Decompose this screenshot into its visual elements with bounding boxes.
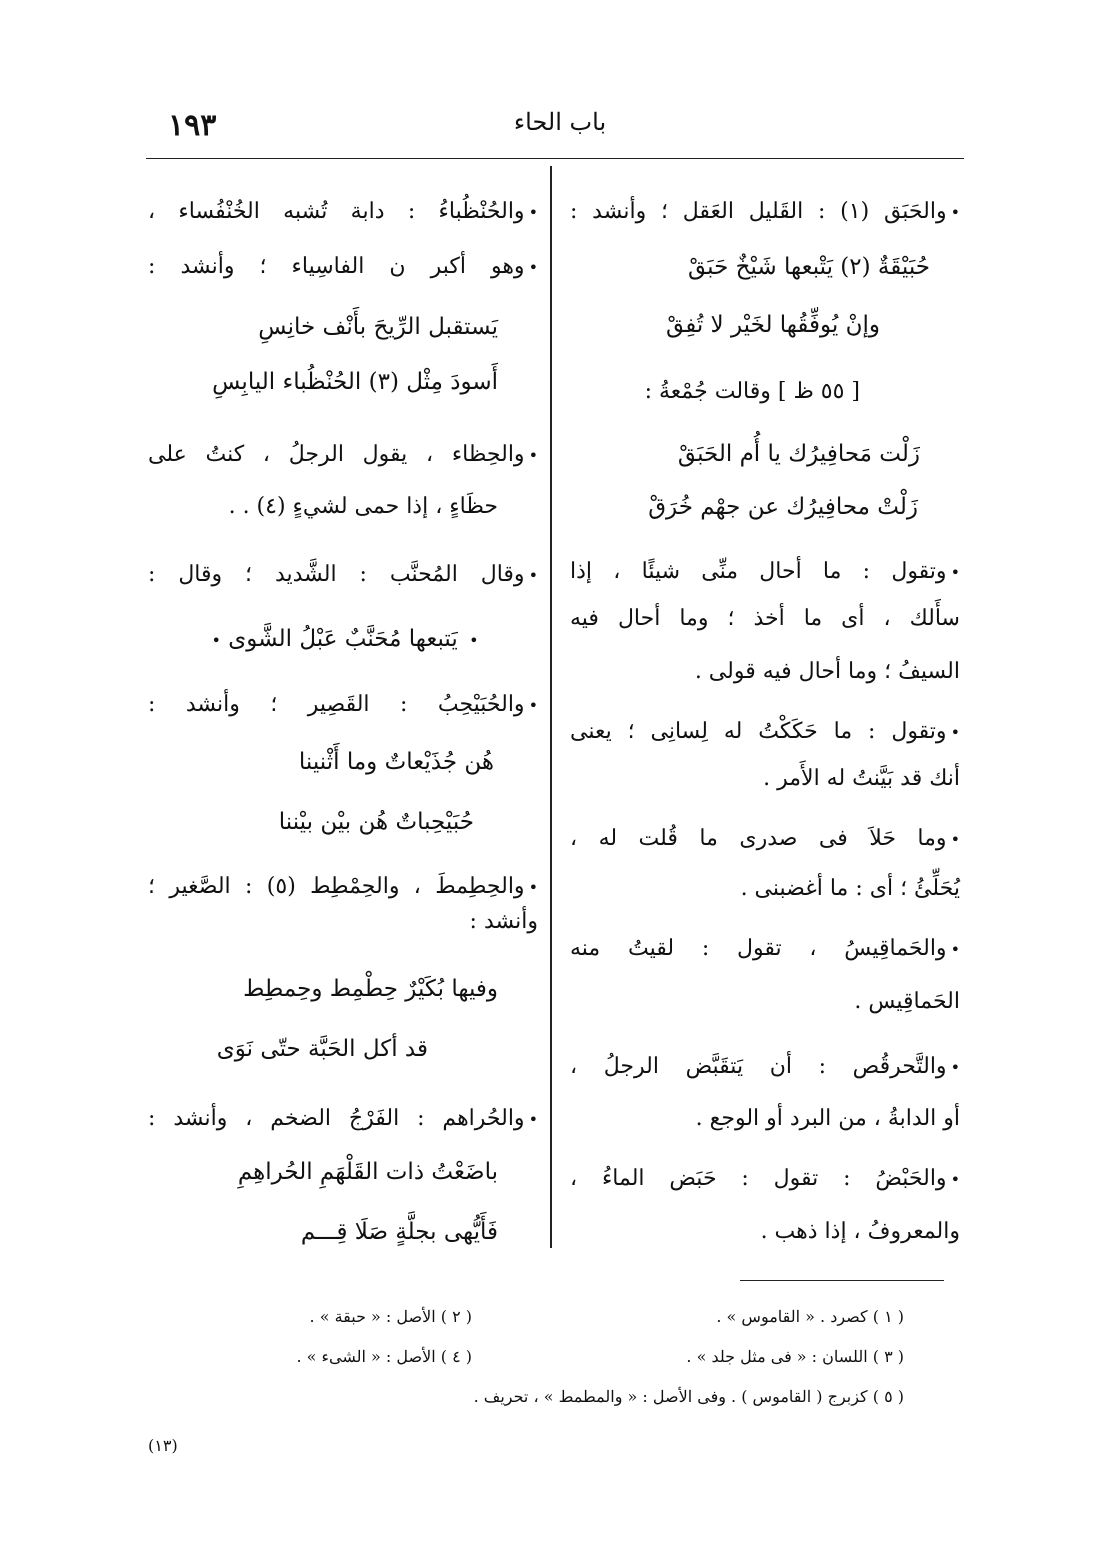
entry-line [570, 1152, 960, 1206]
line-text: والحَبَق (١) : القَليل العَقل ؛ وأنشد : [570, 199, 947, 224]
verse-line [148, 355, 538, 409]
verse-line [570, 480, 960, 534]
entry-bullet: • [950, 830, 960, 849]
entry-line [570, 812, 960, 866]
line-text: هُن جُذَيْعاتٌ وما أَثْنينا [298, 749, 494, 775]
line-text: يَتبعها مُحَنَّبٌ عَبْلُ الشَّوى [228, 626, 458, 652]
footnote-2: ( ٢ ) الأصل : « حبقة » . [309, 1307, 472, 1326]
line-text: والحُراهم : الفَرْجُ الضخم ، وأنشد : [148, 1106, 525, 1131]
verse-line [570, 240, 960, 294]
entry-bullet: • [528, 566, 538, 585]
footnote-rule [740, 1280, 944, 1281]
line-text: أَسودَ مِثْل (٣) الحُنْظُباء اليابِسِ [212, 369, 498, 395]
line-text: سأَلك ، أى ما أخذ ؛ وما أحال فيه [570, 606, 960, 631]
line-text: فَأَيُّهى بجلَّةٍ صَلَا قِـــم [300, 1219, 498, 1245]
line-text: أنك قد بَيَّنتُ له الأَمر . [763, 766, 960, 791]
entry-line [570, 1040, 960, 1094]
entry-bullet: • [528, 696, 538, 715]
line-text: وما حَلاَ فى صدرى ما قُلت له ، [570, 826, 947, 851]
running-title: باب الحاء [513, 108, 607, 136]
line-text: والحُبَيْحِبُ : القَصِير ؛ وأنشد : [148, 692, 525, 717]
entry-bullet: • [950, 1058, 960, 1077]
entry-bullet: • [469, 631, 479, 650]
line-text: حظَاءٍ ، إذا حمى لشيءٍ (٤) . . [228, 494, 498, 519]
line-text: والحُنْظُباءُ : دابة تُشبه الخُنْفُساء ، [148, 199, 525, 224]
line-text: وإنْ يُوفِّقُها لخَيْر لا تُفِقْ [666, 312, 880, 338]
text-line [148, 900, 538, 944]
line-text: وهو أكبر ن الفاسِياء ؛ وأنشد : [148, 254, 525, 279]
line-text: والمعروفُ ، إذا ذهب . [760, 1219, 960, 1244]
entry-line [148, 1092, 538, 1146]
line-text: يَستقبل الرِّيحَ بأَنْف خانِسِ [258, 314, 498, 340]
entry-bullet: • [528, 203, 538, 222]
footnote-1: ( ١ ) كصرد . « القاموس » . [716, 1307, 904, 1326]
entry-bullet: • [528, 1110, 538, 1129]
verse-line [148, 1022, 538, 1076]
verse-line [570, 427, 960, 481]
text-line [570, 975, 960, 1029]
verse-line [148, 300, 538, 354]
verse-line [148, 612, 538, 666]
line-text: زَلْت مَحافِيرُك يا أُم الحَبَقْ [677, 441, 920, 467]
line-text: وتقول : ما حَكَكْتُ له لِسانِى ؛ يعنى [570, 719, 947, 744]
line-text: وقال المُحنَّب : الشَّديد ؛ وقال : [148, 562, 525, 587]
header-rule [146, 158, 964, 159]
verse-line [148, 735, 538, 789]
entry-line [570, 922, 960, 976]
line-text: الحَماقِيس . [854, 989, 960, 1014]
line-text: وتقول : ما أحال منِّى شيئًا ، إذا [570, 559, 947, 584]
footnote-5: ( ٥ ) كزبرج ( القاموس ) . وفى الأصل : « والمطمط » ، تحريف . [473, 1387, 904, 1406]
page-number: ١٩٣ [168, 108, 217, 143]
entry-bullet: • [950, 940, 960, 959]
entry-bullet: • [528, 878, 538, 897]
line-text: وأنشد : [469, 909, 538, 934]
entry-line [148, 185, 538, 239]
line-text: والحِطِمطَ ، والحِمْطِط (٥) : الصَّغير ؛ [148, 874, 525, 899]
entry-bullet: • [528, 258, 538, 277]
entry-bullet: • [950, 203, 961, 222]
printer-signature-mark: (١٣) [148, 1436, 178, 1455]
entry-line [148, 240, 538, 294]
line-text: السيفُ ؛ وما أحال فيه قولى . [694, 659, 960, 684]
text-line [570, 645, 960, 699]
text-line [570, 592, 960, 646]
line-text: حُبَيْقَةٌ (٢) يَتْبعها شَيْخٌ حَبَقْ [687, 254, 930, 280]
footnote-4: ( ٤ ) الأصل : « الشىء » . [296, 1347, 472, 1366]
text-line [570, 752, 960, 806]
verse-line [148, 795, 538, 849]
entry-line [570, 185, 960, 239]
footnote-3: ( ٣ ) اللسان : « فى مثل جلد » . [686, 1347, 904, 1366]
line-text: أو الدابةُ ، من البرد أو الوجع . [695, 1106, 960, 1131]
line-text: والحَماقِيسُ ، تقول : لقيتُ منه [570, 936, 947, 961]
line-text: حُبَيْحِباتٌ هُن بيْن بيْننا [278, 809, 474, 835]
entry-bullet: • [211, 631, 221, 650]
verse-line [148, 1205, 538, 1259]
line-text: والحِظاء ، يقول الرجلُ ، كنتُ على [148, 442, 525, 467]
text-line [570, 1092, 960, 1146]
verse-line [570, 298, 960, 352]
line-text: وفيها بُكَيْرٌ حِطْمِط وحِمطِط [243, 976, 498, 1002]
line-text: [ ٥٥ ظ ] وقالت جُمْعةُ : [644, 379, 860, 404]
verse-line [148, 1145, 538, 1199]
entry-bullet: • [950, 563, 960, 582]
line-text: والتَّحرقُص : أن يَتقَبَّض الرجلُ ، [570, 1054, 947, 1079]
entry-bullet: • [950, 1170, 960, 1189]
entry-line [570, 545, 960, 599]
text-line [148, 480, 538, 534]
entry-line [148, 428, 538, 482]
line-text: باضَعْتُ ذات القَلْهَمِ الحُراهِمِ [237, 1159, 498, 1185]
line-text: يُحَلِّئُ ؛ أى : ما أغضبنى . [740, 876, 960, 901]
line-text: زَلْتْ محافِيرُك عن جهْم خُرَقْ [648, 494, 918, 520]
text-line [570, 862, 960, 916]
entry-bullet: • [950, 723, 960, 742]
column-divider [550, 166, 552, 1248]
line-text: قد أكل الحَبَّة حتّى نَوَى [216, 1036, 428, 1062]
text-line [570, 1205, 960, 1259]
entry-bullet: • [528, 446, 538, 465]
text-line [570, 365, 960, 419]
entry-line [148, 678, 538, 732]
entry-line [148, 548, 538, 602]
line-text: والحَبْضُ : تقول : حَبَض الماءُ ، [570, 1166, 947, 1191]
verse-line [148, 962, 538, 1016]
entry-line [570, 705, 960, 759]
